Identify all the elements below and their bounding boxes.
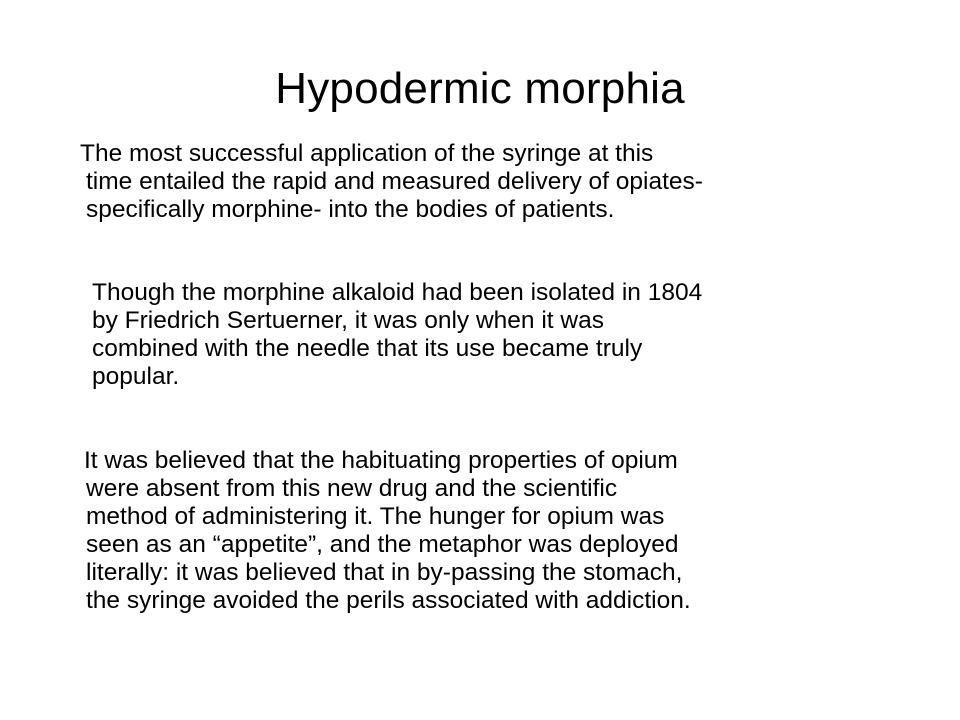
slide-body	[80, 140, 912, 615]
paragraph-3	[84, 447, 912, 615]
paragraph-1-line-2: time entailed the rapid and measured delivery of opiates-	[86, 168, 703, 195]
paragraph-2-line-1: Though the morphine alkaloid had been isolated in 1804	[92, 279, 703, 306]
paragraph-3-line-3: method of administering it. The hunger for opium was	[86, 503, 665, 530]
paragraph-1-line-3: specifically morphine- into the bodies of patients.	[86, 196, 615, 223]
paragraph-3-line-5: literally: it was believed that in by-passing the stomach,	[86, 559, 683, 586]
slide-title: Hypodermic morphia	[275, 64, 685, 113]
paragraph-3-line-4: seen as an “appetite”, and the metaphor was deployed	[86, 531, 679, 558]
paragraph-2-line-2: by Friedrich Sertuerner, it was only when it was	[92, 307, 604, 334]
paragraph-2-line-4: popular.	[92, 363, 180, 390]
paragraph-2	[92, 279, 912, 391]
paragraph-3-line-2: were absent from this new drug and the scientific	[86, 475, 618, 502]
paragraph-3-line-6: the syringe avoided the perils associated with addiction.	[86, 587, 691, 614]
paragraph-2-line-3: combined with the needle that its use became truly	[92, 335, 643, 362]
paragraph-1	[80, 140, 912, 224]
paragraph-3-line-1: It was believed that the habituating properties of opium	[84, 447, 678, 474]
paragraph-1-line-1: The most successful application of the syringe at this	[80, 140, 654, 167]
